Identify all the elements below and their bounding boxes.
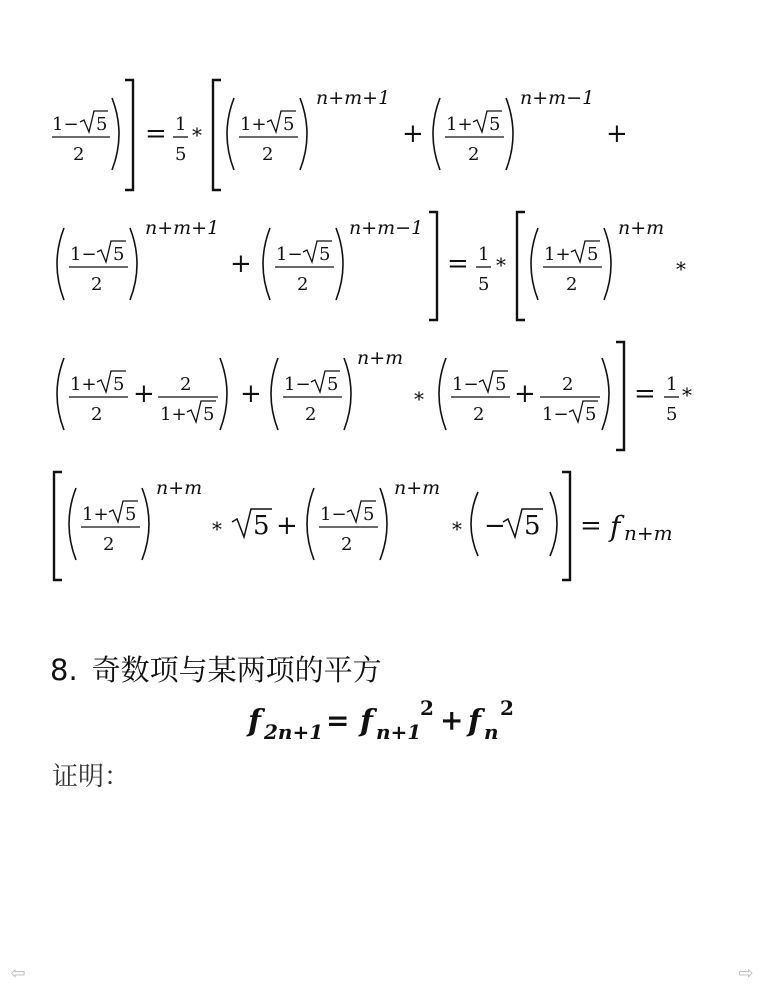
exponent: n+m: [156, 477, 203, 499]
right-paren: [300, 98, 307, 170]
prev-page-button[interactable]: [8, 964, 28, 984]
formula-lhs-sub: 2n+1: [264, 720, 324, 744]
frac-numerator: 2: [562, 374, 574, 395]
times-sign: *: [452, 517, 462, 541]
right-paren: [602, 358, 609, 430]
left-paren: [227, 98, 234, 170]
left-bracket: [517, 212, 525, 320]
frac-numerator: 1−: [52, 114, 79, 135]
frac-numerator: 1+: [544, 244, 571, 265]
right-paren: [130, 228, 137, 300]
formula-term2-sub: n: [484, 720, 499, 744]
section-heading: [50, 648, 382, 689]
radicand: 5: [113, 244, 125, 265]
radicand: 5: [113, 374, 125, 395]
radicand: 5: [319, 244, 331, 265]
frac-numerator: 2: [180, 374, 192, 395]
formula-term1-sub: n+1: [376, 720, 422, 744]
frac-numerator: 1−: [276, 244, 303, 265]
arrow-left-icon: ⇦: [10, 963, 26, 984]
plus-sign: +: [240, 379, 262, 409]
exponent: n+m−1: [520, 87, 595, 109]
left-paren: [471, 492, 478, 556]
right-paren: [142, 488, 149, 560]
radicand: 5: [363, 504, 375, 525]
arrow-right-icon: ⇨: [738, 963, 754, 984]
minus-sign: −: [484, 511, 506, 541]
plus-sign: +: [402, 119, 424, 149]
radicand: 5: [253, 511, 270, 541]
right-bracket: [616, 342, 624, 450]
right-bracket: [125, 80, 133, 190]
formula-lhs-f: f: [248, 704, 261, 739]
frac-numerator: 1−: [284, 374, 311, 395]
frac-denominator: 1+: [160, 404, 187, 425]
times-sign: *: [414, 387, 424, 411]
left-paren: [307, 488, 314, 560]
frac-denominator: 2: [473, 404, 485, 425]
exponent: n+m−1: [349, 217, 424, 239]
right-bracket: [429, 212, 437, 320]
frac-numerator: 1−: [452, 374, 479, 395]
right-paren: [336, 228, 343, 300]
frac-denominator: 2: [305, 404, 317, 425]
frac-denominator: 5: [175, 144, 187, 165]
right-paren: [344, 358, 351, 430]
equals-sign: =: [447, 249, 469, 279]
formula-term1-f: f: [360, 704, 373, 739]
frac-denominator: 1−: [542, 404, 569, 425]
frac-denominator: 2: [297, 274, 309, 295]
frac-denominator: 2: [341, 534, 353, 555]
exponent: n+m+1: [145, 217, 220, 239]
section-number: 8.: [50, 653, 78, 687]
plus-sign: +: [514, 379, 536, 409]
radicand: 5: [489, 114, 501, 135]
times-sign: *: [676, 257, 686, 281]
frac-numerator: 1: [666, 374, 678, 395]
radicand: 5: [587, 244, 599, 265]
exponent: n+m: [618, 217, 665, 239]
radicand: 5: [327, 374, 339, 395]
frac-denominator: 5: [478, 274, 490, 295]
left-paren: [433, 98, 440, 170]
plus-sign: +: [133, 379, 155, 409]
times-sign: *: [212, 517, 222, 541]
left-paren: [531, 228, 538, 300]
right-paren: [506, 98, 513, 170]
frac-numerator: 1+: [70, 374, 97, 395]
frac-denominator: 2: [468, 144, 480, 165]
radicand: 5: [495, 374, 507, 395]
frac-denominator: 2: [91, 274, 103, 295]
right-paren: [604, 228, 611, 300]
section-title: 奇数项与某两项的平方: [91, 653, 382, 687]
plus-sign: +: [276, 511, 298, 541]
formula-term2-f: f: [468, 704, 481, 739]
left-paren: [271, 358, 278, 430]
frac-denominator: 2: [91, 404, 103, 425]
frac-numerator: 1+: [82, 504, 109, 525]
frac-denominator: 5: [666, 404, 678, 425]
frac-denominator: 2: [103, 534, 115, 555]
exponent: n+m: [394, 477, 441, 499]
left-bracket: [54, 472, 62, 580]
left-paren: [69, 488, 76, 560]
right-paren: [550, 492, 557, 556]
times-sign: *: [192, 123, 202, 147]
formula-plus: +: [440, 704, 464, 737]
frac-numerator: 1: [175, 114, 187, 135]
right-bracket: [562, 472, 570, 580]
radicand: 5: [203, 404, 215, 425]
formula-term1-sup: 2: [420, 696, 434, 720]
left-bracket: [213, 80, 221, 190]
left-paren: [57, 228, 64, 300]
radicand: 5: [283, 114, 295, 135]
frac-numerator: 1−: [320, 504, 347, 525]
exponent: n+m+1: [316, 87, 391, 109]
radicand: 5: [524, 511, 541, 541]
times-sign: *: [496, 253, 506, 277]
formula-equals: =: [326, 704, 350, 737]
right-paren: [220, 358, 227, 430]
exponent: n+m: [357, 347, 404, 369]
radicand: 5: [96, 114, 108, 135]
frac-denominator: 2: [566, 274, 578, 295]
frac-numerator: 1: [478, 244, 490, 265]
equals-sign: =: [634, 379, 656, 409]
frac-denominator: 2: [262, 144, 274, 165]
frac-numerator: 1+: [446, 114, 473, 135]
right-paren: [380, 488, 387, 560]
odd-term-square-formula: [248, 696, 548, 756]
equals-sign: =: [145, 119, 167, 149]
result-subscript: n+m: [624, 521, 673, 545]
times-sign: *: [682, 383, 692, 407]
result-f: f: [610, 510, 621, 543]
equals-sign: =: [580, 511, 602, 541]
left-paren: [263, 228, 270, 300]
formula-term2-sup: 2: [500, 696, 514, 720]
proof-label: 证明：: [52, 762, 131, 792]
frac-denominator: 2: [73, 144, 85, 165]
left-paren: [57, 358, 64, 430]
plus-sign: +: [230, 249, 252, 279]
frac-numerator: 1+: [240, 114, 267, 135]
right-paren: [112, 98, 119, 170]
radicand: 5: [585, 404, 597, 425]
left-paren: [439, 358, 446, 430]
plus-sign: +: [606, 119, 628, 149]
radicand: 5: [125, 504, 137, 525]
next-page-button[interactable]: [736, 964, 756, 984]
frac-numerator: 1−: [70, 244, 97, 265]
